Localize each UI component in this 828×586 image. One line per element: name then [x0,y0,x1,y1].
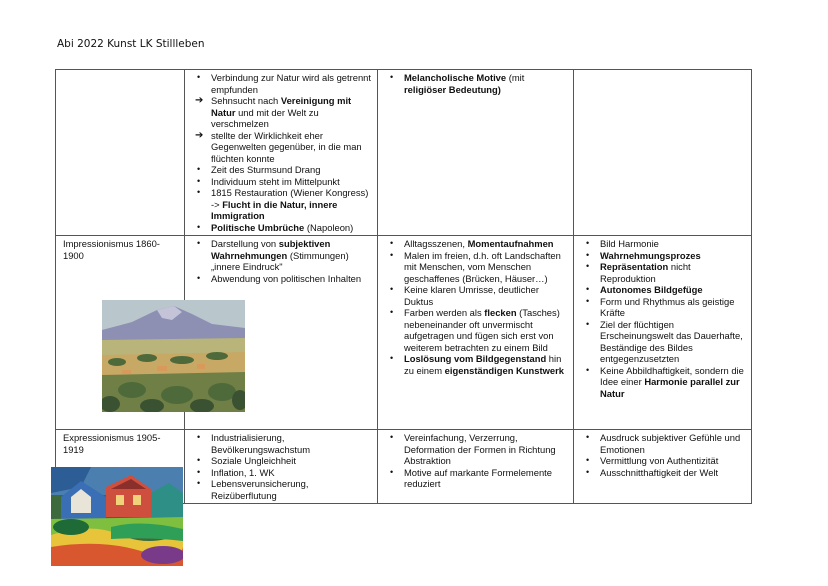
bullet-icon: • [197,238,201,248]
item-text: Keine klaren Umrisse, deutlicher Duktus [404,284,539,307]
bullet-icon: • [197,478,201,488]
bullet-icon: • [197,272,201,283]
list-item [578,250,747,262]
item-text: Vereinfachung, Verzerrung, Deformation der Formen in Richtung Abstraktion [404,432,556,466]
list-item [382,307,569,353]
intent-cell [574,430,752,504]
item-text: stellte der Wirklichkeit eher Gegenwelten gegenüber, in die man flüchten konnte [211,129,362,164]
bullet-list [382,238,569,376]
bullet-icon: • [586,249,590,260]
item-text: Lebensverunsicherung, Reizüberflutung [211,478,309,501]
list-item [382,353,569,376]
impressionist-landscape-painting [102,300,245,412]
list-item [382,250,569,285]
item-text: Keine Abbildhaftigkeit, sondern die Idee einer [600,364,744,387]
item-text: Motive auf markante Formelemente reduziert [404,466,552,489]
emphasis-text: Melancholische Motive [404,72,507,83]
features-cell [378,236,574,430]
list-item [382,238,569,250]
emphasis-text: Loslösung vom Bildgegenstand [404,353,547,364]
bullet-list [578,238,747,399]
bullet-icon: • [197,164,201,174]
item-text: Soziale Ungleichheit [211,455,296,466]
item-text: (Stimmungen) „innere Eindruck" [211,249,349,272]
list-item [189,238,373,273]
list-item [189,432,373,455]
bullet-icon: • [197,455,201,465]
bullet-list [382,432,569,490]
bullet-icon: • [197,466,201,477]
arrow-icon: ➔ [195,129,204,141]
item-text: Vermittlung von Authentizität [600,455,719,466]
list-item [578,284,747,296]
features-cell [378,430,574,504]
bullet-icon: • [390,72,394,82]
list-item [189,455,373,467]
list-item [578,365,747,400]
era-cell [56,70,185,236]
bullet-icon: • [586,466,590,477]
item-text: und mit der Welt zu verschmelzen [211,106,319,129]
bullet-icon: • [390,353,394,363]
emphasis-text: flecken [484,307,517,318]
context-cell [185,430,378,504]
list-item [189,478,373,501]
bullet-icon: • [197,432,201,442]
list-item [382,467,569,490]
bullet-icon: • [390,307,394,317]
list-item [189,467,373,479]
intent-cell [574,70,752,236]
list-item [578,455,747,467]
bullet-icon: • [390,249,394,260]
list-item [189,187,373,222]
bullet-icon: • [390,432,394,442]
item-text: Ausschnitthaftigkeit der Welt [600,466,719,478]
list-item [189,130,373,165]
arrow-icon: ➔ [195,95,204,106]
bullet-icon: • [197,187,201,197]
era-label: Impressionismus 1860-1900 [63,238,160,261]
list-item [578,467,747,479]
list-item [189,176,373,188]
list-item [189,273,373,285]
bullet-icon: • [586,238,590,248]
item-text: (Napoleon) [304,221,354,233]
bullet-icon: • [586,295,590,306]
item-text: Bild Harmonie [600,238,659,249]
bullet-list [189,72,373,233]
features-cell [378,70,574,236]
list-item [578,432,747,455]
list-item [189,164,373,176]
list-item [578,319,747,365]
bullet-icon: • [390,466,394,477]
list-item [578,238,747,250]
bullet-icon: • [390,238,394,248]
item-text: Darstellung von [211,238,279,249]
context-cell [185,70,378,236]
expressionist-village-painting [51,467,183,566]
item-text: Sehnsucht nach [211,95,281,106]
bullet-icon: • [197,72,201,82]
bullet-list [382,72,569,95]
item-text: Ausdruck subjektiver Gefühle und Emotionen [600,432,741,455]
emphasis-text: Repräsentation [600,261,669,272]
item-text: nicht Reproduktion [600,261,691,284]
bullet-icon: • [586,455,590,465]
style-epochs-table [55,69,752,504]
era-label: Expressionismus 1905-1919 [63,432,161,455]
item-text: Farben werden als [404,307,485,318]
item-text: Inflation, 1. WK [211,466,275,478]
emphasis-text: Politische Umbrüche [211,221,305,233]
bullet-icon: • [586,284,590,294]
item-text: 1815 Restauration (Wiener Kongress) -> [211,187,369,210]
item-text: (mit [506,72,525,83]
emphasis-text: religiöser Bedeutung) [404,83,501,95]
item-text: hin zu einem [404,353,562,376]
list-item [382,432,569,467]
emphasis-text: subjektiven Wahrnehmungen [211,238,331,261]
list-item [189,72,373,95]
item-text: Industrialisierung, Bevölkerungswachstum [211,432,311,455]
emphasis-text: Autonomes Bildgefüge [600,284,703,295]
list-item [578,296,747,319]
emphasis-text: Harmonie parallel zur Natur [600,376,740,399]
list-item [189,95,373,130]
item-text: Form und Rhythmus als geistige Kräfte [600,295,735,318]
bullet-icon: • [197,221,201,232]
bullet-list [578,432,747,478]
emphasis-text: Vereinigung mit Natur [211,95,352,118]
list-item [382,284,569,307]
list-item [382,72,569,95]
bullet-icon: • [586,432,590,442]
emphasis-text: Flucht in die Natur, innere Immigration [211,198,338,221]
emphasis-text: Momentaufnahmen [467,238,554,249]
item-text: Zeit des Sturmsund Drang [211,164,321,175]
item-text: Individuum steht im Mittelpunkt [211,175,340,187]
bullet-icon: • [586,318,590,329]
bullet-icon: • [390,284,394,294]
item-text: Ziel der flüchtigen Erscheinungswelt das Dauerhafte, Beständige des Bildes entgegenzusetzten [600,318,743,364]
item-text: Malen im freien, d.h. oft Landschaften mit Menschen, vom Menschen geschaffenes (Brücken, Häuser…) [404,249,561,284]
item-text: Verbindung zur Natur wird als getrennt empfunden [211,72,371,95]
intent-cell [574,236,752,430]
item-text: Alltagsszenen, [404,238,468,249]
bullet-icon: • [197,175,201,186]
list-item [578,261,747,284]
bullet-icon: • [586,261,590,271]
bullet-list [189,238,373,284]
emphasis-text: eigenständigen Kunstwerk [444,364,564,376]
table-row [56,70,752,236]
bullet-list [189,432,373,501]
item-text: (Tasches) nebeneinander oft unvermischt aufgetragen und fügen sich erst von weiterem betrachten zu einem Bild [404,307,560,353]
page-header: Abi 2022 Kunst LK Stillleben [57,38,205,50]
item-text: Abwendung von politischen Inhalten [211,272,362,284]
list-item [189,222,373,234]
bullet-icon: • [586,364,590,375]
emphasis-text: Wahrnehmungsprozes [600,249,701,261]
